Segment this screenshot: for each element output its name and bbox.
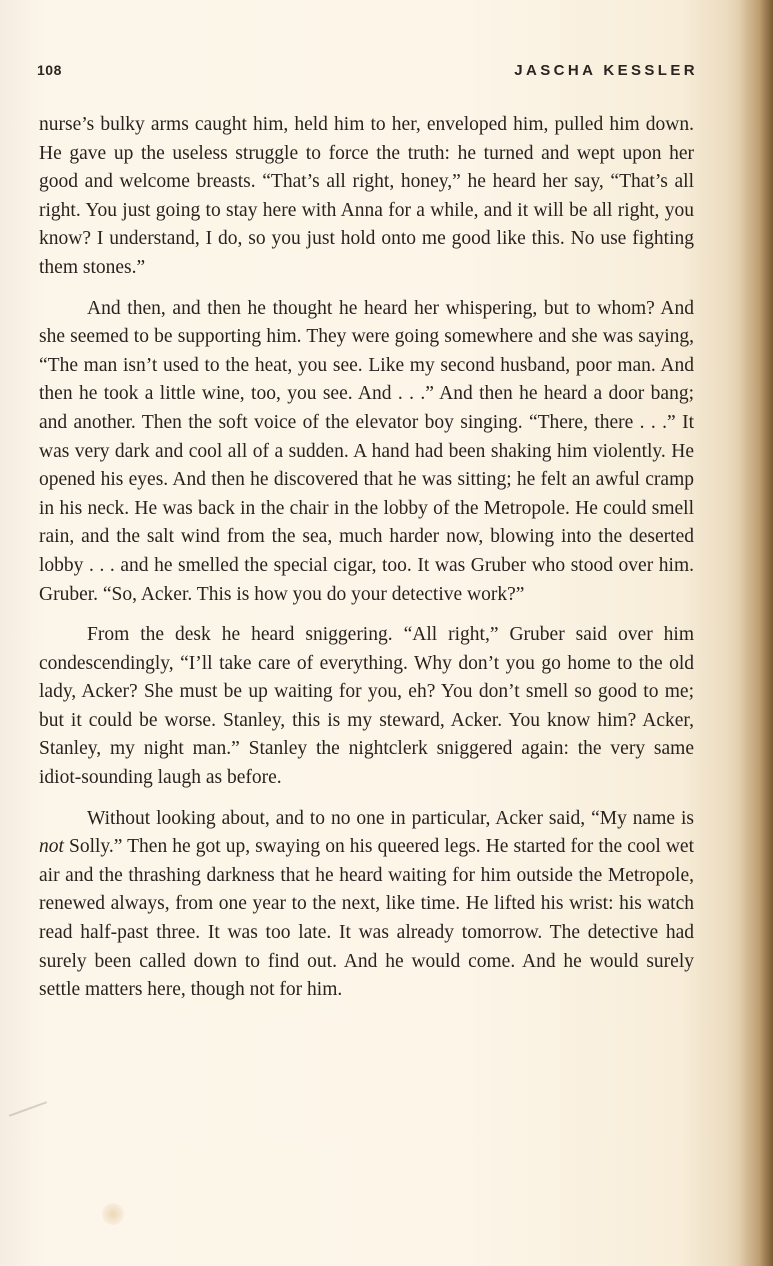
pencil-mark [9,1101,47,1117]
page-gutter-shadow [739,0,773,1266]
body-text [39,111,694,1017]
paragraph-4-part-1: Without looking about, and to no one in particular, Acker said, “My name is [87,807,694,829]
paragraph-4 [39,805,694,1005]
page-number: 108 [37,62,62,78]
paragraph-4-emphasis: not [39,836,64,858]
running-head-author: JASCHA KESSLER [514,62,698,79]
paragraph-2: And then, and then he thought he heard her whispering, but to whom? And she seemed to be supporting him. They were going somewhere and she was saying, “The man isn’t used to the heat, you see. Like my second husband, poor man. And then he took a little wine, too, you see. And . . .” And then he heard a door bang; and another. Then the soft voice of the elevator boy singing. “There, there . . .” It was very dark and cool all of a sudden. A hand had been shaking him violently. He opened his eyes. And then he discovered that he was sitting; he felt an awful cramp in his neck. He was back in the chair in the lobby of the Metropole. He could smell rain, and the salt wind from the sea, much harder now, blowing into the deserted lobby . . . and he smelled the special cigar, too. It was Gruber who stood over him. Gruber. “So, Acker. This is how you do your detective work?” [39,297,694,605]
paper-stain [102,1203,124,1225]
running-head [37,62,698,86]
paragraph-1: nurse’s bulky arms caught him, held him to her, enveloped him, pulled him down. He gave up the useless struggle to force the truth: he turned and wept upon her good and welcome breasts. “That’s all right, honey,” he heard her say, “That’s all right. You just going to stay here with Anna for a while, and it will be all right, you know? I understand, I do, so you just hold onto me good like this. No use fighting them stones.” [39,114,694,278]
paragraph-3: From the desk he heard sniggering. “All right,” Gruber said over him condescendingly, “I’ll take care of everything. Why don’t you go home to the old lady, Acker? She must be up waiting for you, eh? You don’t smell so good to me; but it could be worse. Stanley, this is my steward, Acker. You know him? Acker, Stanley, my night man.” Stanley the nightclerk sniggered again: the very same idiot-sounding laugh as before. [39,624,694,789]
paragraph-4-part-2: Solly.” Then he got up, swaying on his queered legs. He started for the cool wet air and the thrashing darkness that he heard waiting for him outside the Metropole, renewed always, from one year to the next, like time. He lifted his wrist: his watch read half-past three. It was too late. It was already tomorrow. The detective had surely been called down to find out. And he would come. And he would surely settle matters here, though not for him. [39,836,694,1001]
